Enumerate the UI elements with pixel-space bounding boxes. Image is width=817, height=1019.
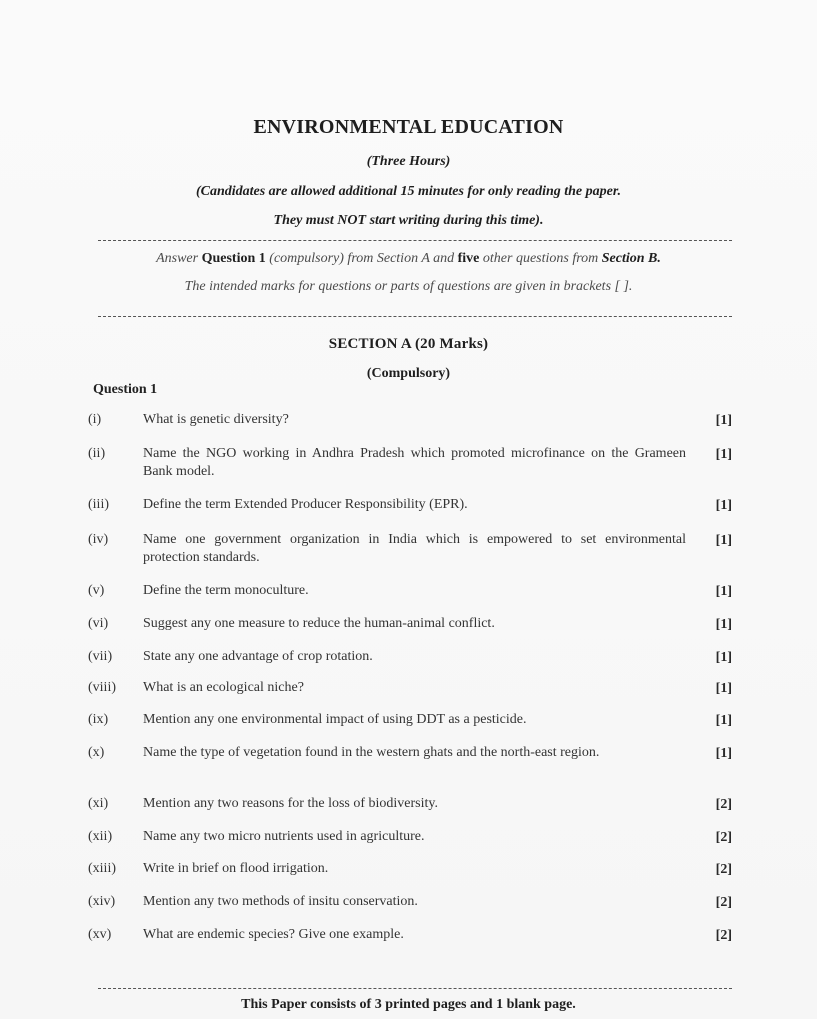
instructions-bold-five: five (457, 251, 480, 266)
question-number: (i) (88, 412, 102, 427)
question-text: What is an ecological niche? (143, 680, 304, 695)
marks-badge: [2] (715, 928, 732, 943)
question-text: Mention any two reasons for the loss of biodiversity. (143, 796, 438, 811)
question-text: Name the type of vegetation found in the western ghats and the north-east region. (143, 745, 600, 760)
instructions-line1 (0, 251, 817, 267)
instructions-bold-section-b: Section B. (601, 251, 661, 266)
marks-badge: [1] (715, 650, 732, 665)
question-number: (xi) (88, 796, 109, 811)
marks-badge: [1] (715, 498, 732, 513)
question-item (88, 926, 736, 968)
question-label: Question 1 (93, 382, 158, 397)
question-number: (ii) (88, 446, 106, 461)
question-text: Name one government organization in India which is empowered to set environmental protection standards. (143, 532, 686, 565)
question-item (88, 531, 736, 573)
question-text: Mention any one environmental impact of using DDT as a pesticide. (143, 712, 527, 727)
divider-middle (98, 316, 732, 317)
question-number: (vii) (88, 649, 113, 664)
marks-badge: [2] (715, 895, 732, 910)
question-text: Name any two micro nutrients used in agriculture. (143, 829, 425, 844)
footer-note: This Paper consists of 3 printed pages and 1 blank page. (241, 997, 576, 1012)
marks-badge: [2] (715, 830, 732, 845)
question-text: Name the NGO working in Andhra Pradesh which promoted microfinance on the Grameen Bank model. (143, 446, 686, 479)
divider-top (98, 240, 732, 241)
question-item (88, 744, 736, 786)
question-number: (xii) (88, 829, 113, 844)
marks-badge: [2] (715, 797, 732, 812)
reading-note-line2: They must NOT start writing during this time). (273, 213, 544, 228)
question-text: Write in brief on flood irrigation. (143, 861, 329, 876)
question-number: (x) (88, 745, 105, 760)
marks-badge: [1] (715, 584, 732, 599)
question-number: (xv) (88, 927, 112, 942)
question-text: What are endemic species? Give one example. (143, 927, 404, 942)
duration-note: (Three Hours) (366, 154, 451, 169)
question-number: (iv) (88, 532, 109, 547)
question-text: Mention any two methods of insitu conservation. (143, 894, 418, 909)
instructions-bold-question1: Question 1 (201, 251, 266, 266)
marks-badge: [1] (715, 681, 732, 696)
question-number: (viii) (88, 680, 116, 695)
question-number: (iii) (88, 497, 109, 512)
question-text: Suggest any one measure to reduce the human-animal conflict. (143, 616, 495, 631)
question-text: Define the term Extended Producer Responsibility (EPR). (143, 497, 468, 512)
question-number: (vi) (88, 616, 109, 631)
marks-badge: [1] (715, 713, 732, 728)
marks-badge: [1] (715, 413, 732, 428)
instructions-suffix: other questions from (479, 251, 602, 266)
question-number: (xiii) (88, 861, 116, 876)
reading-note-line1: (Candidates are allowed additional 15 minutes for only reading the paper. (195, 184, 622, 199)
question-text: State any one advantage of crop rotation. (143, 649, 373, 664)
question-number: (ix) (88, 712, 109, 727)
question-item (88, 445, 736, 487)
paper-title: ENVIRONMENTAL EDUCATION (253, 116, 564, 138)
divider-bottom (98, 988, 732, 989)
section-title: SECTION A (20 Marks) (328, 336, 489, 352)
section-subtitle: (Compulsory) (366, 366, 451, 381)
marks-badge: [2] (715, 862, 732, 877)
question-number: (v) (88, 583, 105, 598)
question-text: Define the term monoculture. (143, 583, 309, 598)
instructions-line2: The intended marks for questions or parts of questions are given in brackets [ ]. (184, 279, 633, 294)
marks-badge: [1] (715, 447, 732, 462)
marks-badge: [1] (715, 746, 732, 761)
marks-badge: [1] (715, 617, 732, 632)
question-number: (xiv) (88, 894, 116, 909)
instructions-prefix: Answer (156, 251, 202, 266)
instructions-middle: (compulsory) from Section A and (265, 251, 458, 266)
question-text: What is genetic diversity? (143, 412, 289, 427)
marks-badge: [1] (715, 533, 732, 548)
